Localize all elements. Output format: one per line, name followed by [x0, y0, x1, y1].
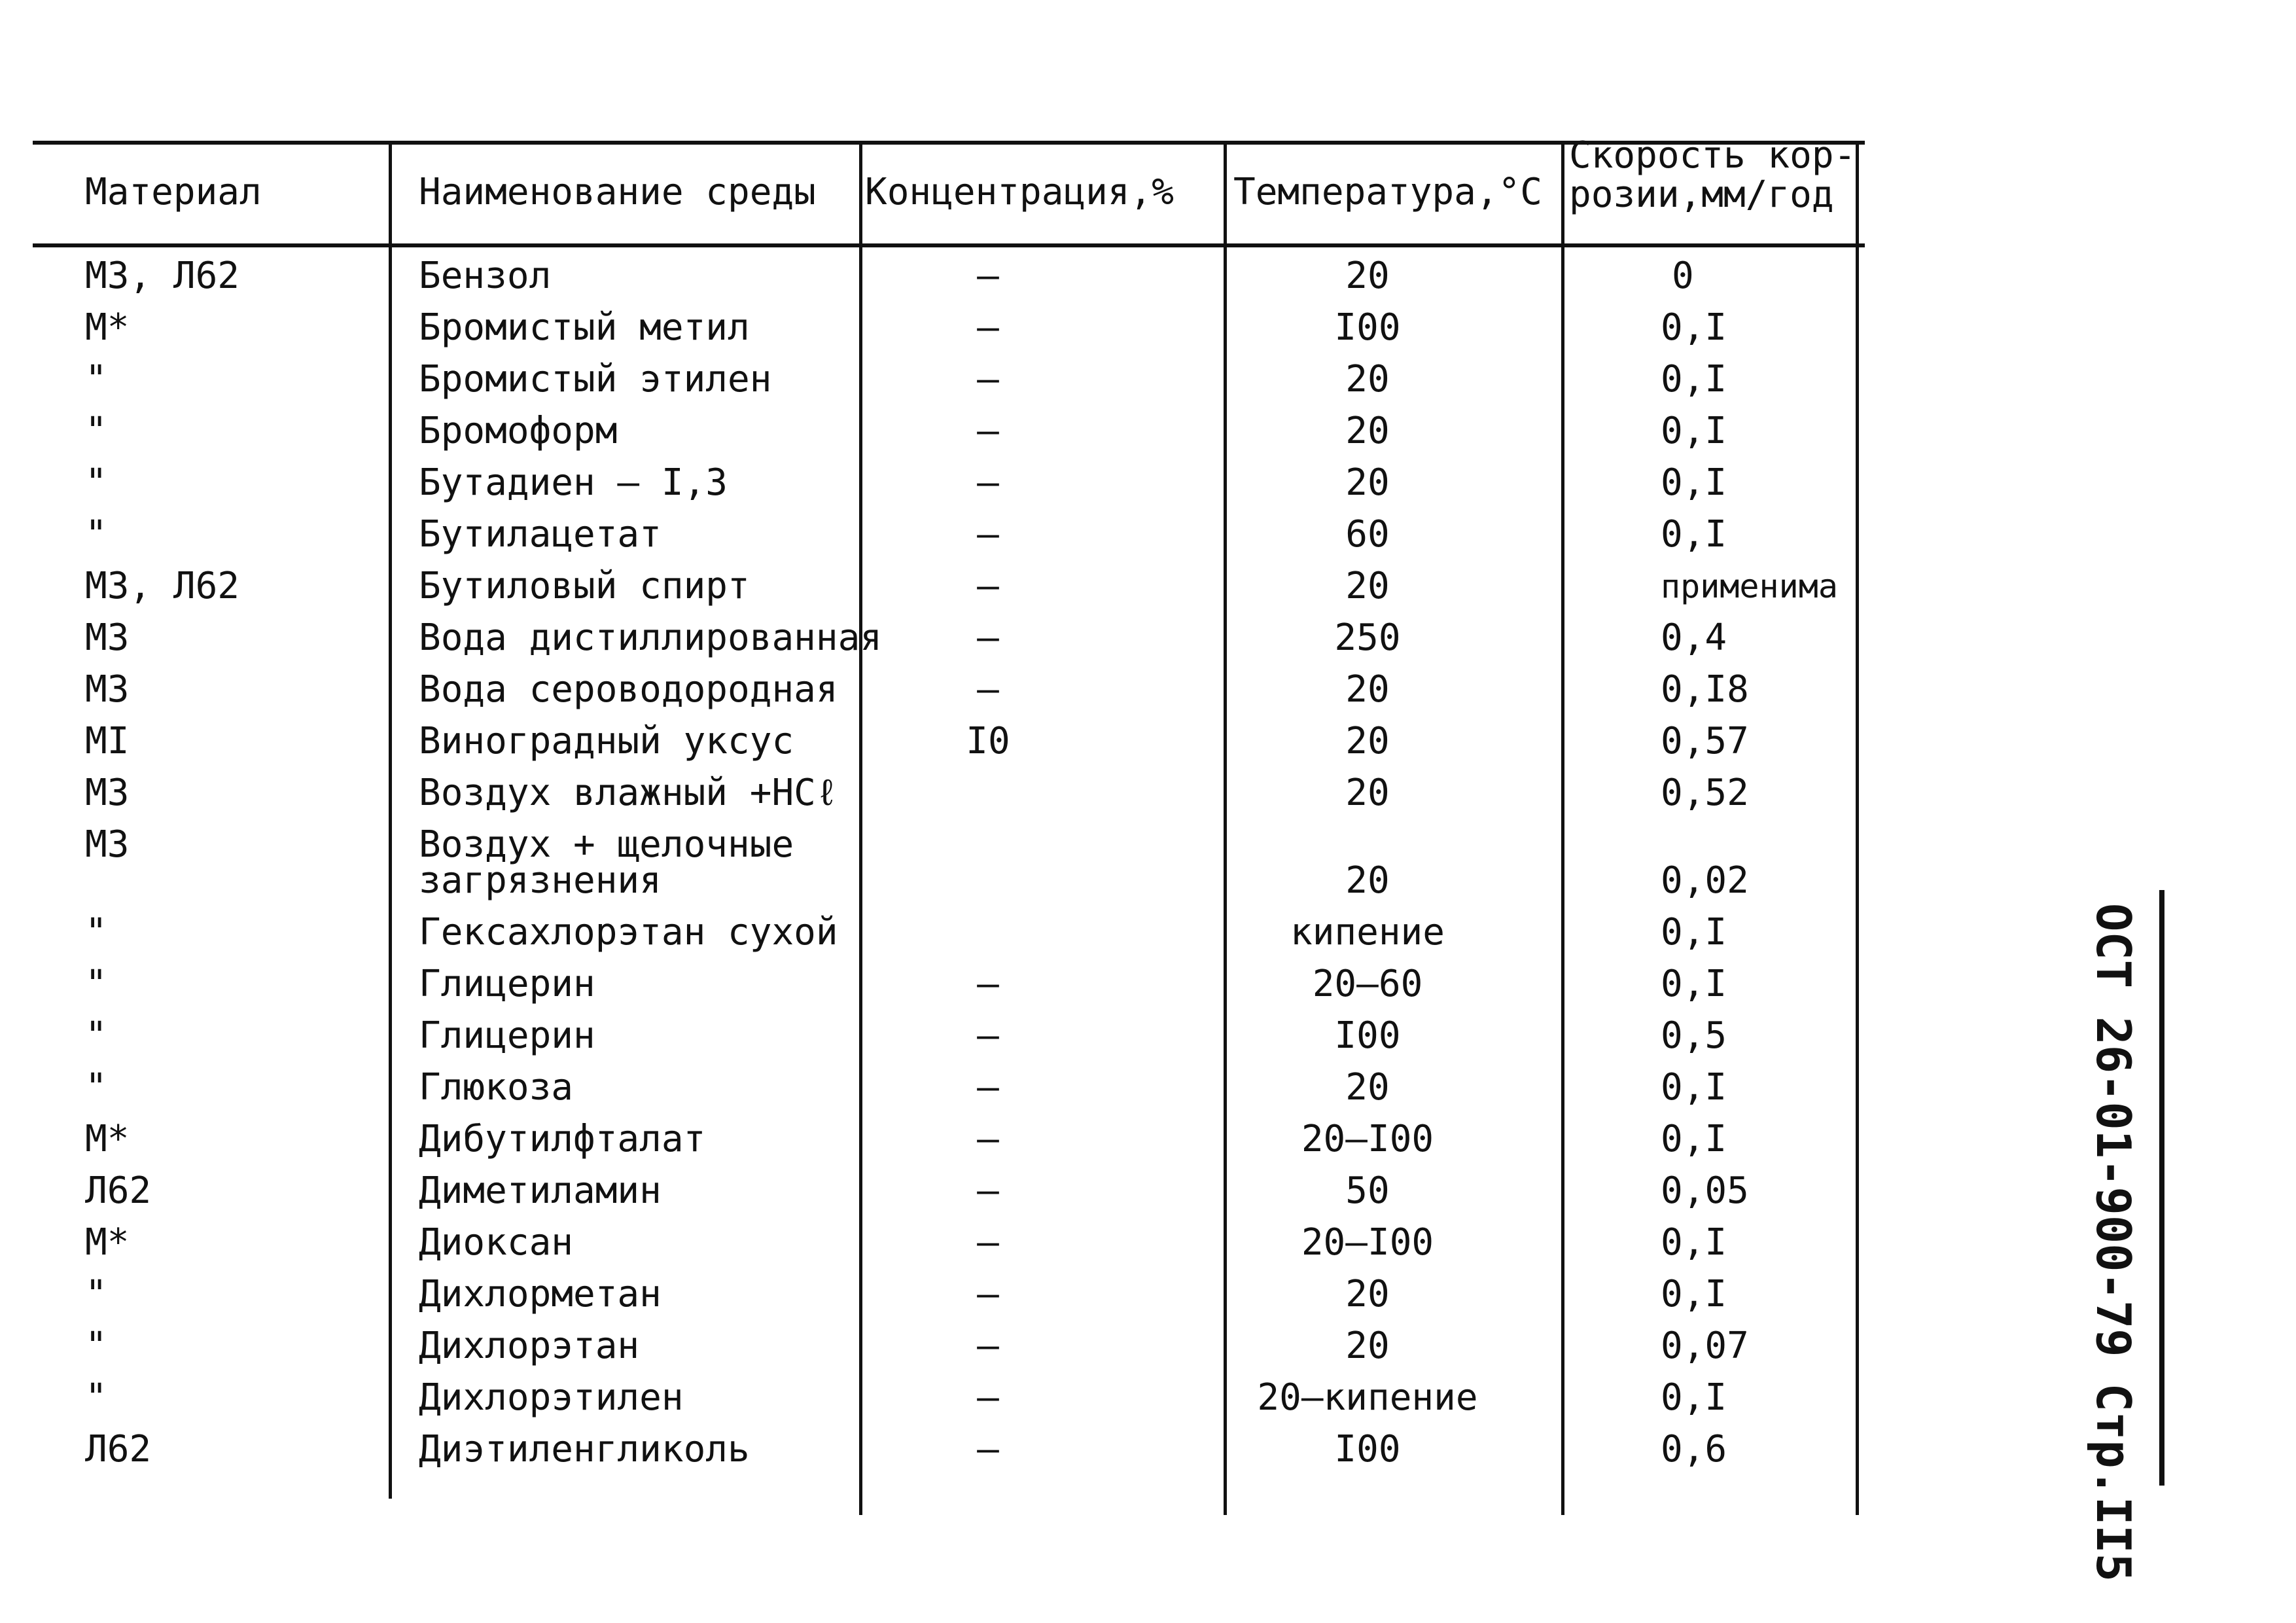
cell-medium: Воздух + щелочные — [419, 823, 794, 866]
cell-conc: – — [977, 668, 999, 711]
cell-medium: Диэтиленгликоль — [419, 1428, 750, 1471]
cell-material: " — [85, 1014, 107, 1057]
cell-temp: 20 — [1345, 358, 1390, 401]
cell-rate: 0,I — [1661, 911, 1727, 954]
cell-medium: Воздух влажный +НСℓ — [419, 772, 838, 814]
cell-conc: – — [977, 1066, 999, 1109]
cell-material: М3 — [85, 668, 130, 711]
cell-medium: Дихлорметан — [419, 1273, 662, 1315]
cell-medium: Бромистый метил — [419, 306, 750, 349]
cell-medium: Глицерин — [419, 1014, 595, 1057]
cell-rate: 0,I8 — [1661, 668, 1749, 711]
cell-conc: – — [977, 1118, 999, 1160]
cell-rate: 0,I — [1661, 1118, 1727, 1160]
cell-material: М* — [85, 1118, 130, 1160]
cell-material: М3 — [85, 616, 130, 659]
cell-rate: 0,I — [1661, 963, 1727, 1005]
cell-conc: – — [977, 1428, 999, 1471]
cell-material: М* — [85, 1221, 130, 1264]
cell-medium: Бутилацетат — [419, 513, 662, 556]
cell-medium: Вода сероводородная — [419, 668, 838, 711]
cell-rate: 0,52 — [1661, 772, 1749, 814]
cell-material: М* — [85, 306, 130, 349]
cell-medium: Диметиламин — [419, 1169, 662, 1212]
cell-material: М3, Л62 — [85, 565, 240, 607]
cell-conc: – — [977, 1273, 999, 1315]
cell-medium: Гексахлорэтан сухой — [419, 911, 838, 954]
cell-temp: 20–I00 — [1301, 1221, 1434, 1264]
cell-medium: Дихлорэтан — [419, 1325, 640, 1367]
cell-medium: Бромистый этилен — [419, 358, 772, 401]
cell-conc: – — [977, 461, 999, 504]
header-material: Материал — [85, 171, 262, 213]
cell-material: Л62 — [85, 1428, 152, 1471]
cell-temp: 20–I00 — [1301, 1118, 1434, 1160]
cell-rate: 0,07 — [1661, 1325, 1749, 1367]
cell-rate: 0,I — [1661, 461, 1727, 504]
cell-temp: 20 — [1345, 720, 1390, 762]
cell-material: М3, Л62 — [85, 255, 240, 297]
cell-temp: 20 — [1345, 1325, 1390, 1367]
cell-rate: 0,5 — [1661, 1014, 1727, 1057]
cell-rate: 0,I — [1661, 358, 1727, 401]
side-stamp — [2086, 903, 2141, 1582]
cell-rate: 0 — [1672, 255, 1694, 297]
cell-material: " — [85, 1376, 107, 1419]
cell-medium: Диоксан — [419, 1221, 574, 1264]
cell-temp: 60 — [1345, 513, 1390, 556]
cell-material: " — [85, 410, 107, 452]
cell-material: " — [85, 1066, 107, 1109]
cell-material: МI — [85, 720, 130, 762]
header-rate-line2: розии,мм/год — [1569, 173, 1834, 216]
cell-rate: 0,I — [1661, 1376, 1727, 1419]
col-divider-4 — [1561, 141, 1564, 1515]
page-number: Стр.II5 — [2086, 1383, 2141, 1582]
cell-temp: 20–кипение — [1257, 1376, 1478, 1419]
cell-material: " — [85, 911, 107, 954]
cell-temp: 250 — [1334, 616, 1401, 659]
header-concentration: Концентрация,% — [865, 171, 1174, 213]
cell-temp: 20 — [1345, 255, 1390, 297]
cell-conc: – — [977, 616, 999, 659]
cell-medium: Дибутилфталат — [419, 1118, 706, 1160]
cell-temp: 20 — [1345, 668, 1390, 711]
cell-material: " — [85, 963, 107, 1005]
cell-material: " — [85, 1325, 107, 1367]
cell-medium: Бутиловый спирт — [419, 565, 750, 607]
cell-temp: 20 — [1345, 1273, 1390, 1315]
cell-conc: – — [977, 513, 999, 556]
cell-medium-line2: загрязнения — [419, 859, 662, 902]
cell-temp: кипение — [1290, 911, 1445, 954]
cell-material: " — [85, 513, 107, 556]
header-medium: Наименование среды — [419, 171, 816, 213]
cell-temp: 20 — [1345, 461, 1390, 504]
cell-rate: применима — [1661, 567, 1838, 605]
cell-rate: 0,4 — [1661, 616, 1727, 659]
cell-material: " — [85, 358, 107, 401]
cell-rate: 0,I — [1661, 306, 1727, 349]
cell-rate: 0,57 — [1661, 720, 1749, 762]
doc-code: ОСТ 26-01-900-79 — [2086, 903, 2141, 1357]
cell-medium: Бромоформ — [419, 410, 618, 452]
cell-rate: 0,I — [1661, 513, 1727, 556]
cell-material: Л62 — [85, 1169, 152, 1212]
header-bottom-rule — [33, 243, 1865, 247]
cell-conc: – — [977, 1169, 999, 1212]
cell-conc: – — [977, 255, 999, 297]
cell-material: " — [85, 461, 107, 504]
cell-temp: 50 — [1345, 1169, 1390, 1212]
header-rate-line1: Скорость кор- — [1569, 134, 1856, 177]
cell-conc: – — [977, 410, 999, 452]
cell-temp: I00 — [1334, 1428, 1401, 1471]
cell-temp: 20 — [1345, 410, 1390, 452]
cell-rate: 0,6 — [1661, 1428, 1727, 1471]
side-stamp-rule — [2159, 890, 2164, 1486]
cell-rate: 0,02 — [1661, 859, 1749, 902]
cell-medium: Вода дистиллированная — [419, 616, 883, 659]
cell-rate: 0,I — [1661, 1066, 1727, 1109]
cell-temp: I00 — [1334, 306, 1401, 349]
cell-temp: I00 — [1334, 1014, 1401, 1057]
cell-rate: 0,I — [1661, 1273, 1727, 1315]
cell-conc: – — [977, 1014, 999, 1057]
cell-material: " — [85, 1273, 107, 1315]
cell-rate: 0,I — [1661, 1221, 1727, 1264]
cell-conc: – — [977, 963, 999, 1005]
cell-temp: 20 — [1345, 859, 1390, 902]
cell-conc: – — [977, 1325, 999, 1367]
cell-medium: Бензол — [419, 255, 552, 297]
col-divider-2 — [859, 141, 862, 1515]
col-divider-5 — [1856, 141, 1859, 1515]
cell-conc: – — [977, 306, 999, 349]
cell-temp: 20 — [1345, 565, 1390, 607]
cell-temp: 20 — [1345, 772, 1390, 814]
cell-conc: I0 — [966, 720, 1010, 762]
cell-medium: Глюкоза — [419, 1066, 574, 1109]
cell-conc: – — [977, 1221, 999, 1264]
cell-conc: – — [977, 1376, 999, 1419]
header-temperature: Температура,°С — [1233, 171, 1543, 213]
cell-conc: – — [977, 565, 999, 607]
cell-medium: Виноградный уксус — [419, 720, 794, 762]
cell-material: М3 — [85, 823, 130, 866]
cell-medium: Дихлорэтилен — [419, 1376, 684, 1419]
cell-rate: 0,05 — [1661, 1169, 1749, 1212]
cell-medium: Глицерин — [419, 963, 595, 1005]
cell-rate: 0,I — [1661, 410, 1727, 452]
col-divider-1 — [389, 141, 392, 1499]
cell-material: М3 — [85, 772, 130, 814]
cell-temp: 20–60 — [1312, 963, 1423, 1005]
cell-medium: Бутадиен – I,3 — [419, 461, 728, 504]
cell-conc: – — [977, 358, 999, 401]
cell-temp: 20 — [1345, 1066, 1390, 1109]
